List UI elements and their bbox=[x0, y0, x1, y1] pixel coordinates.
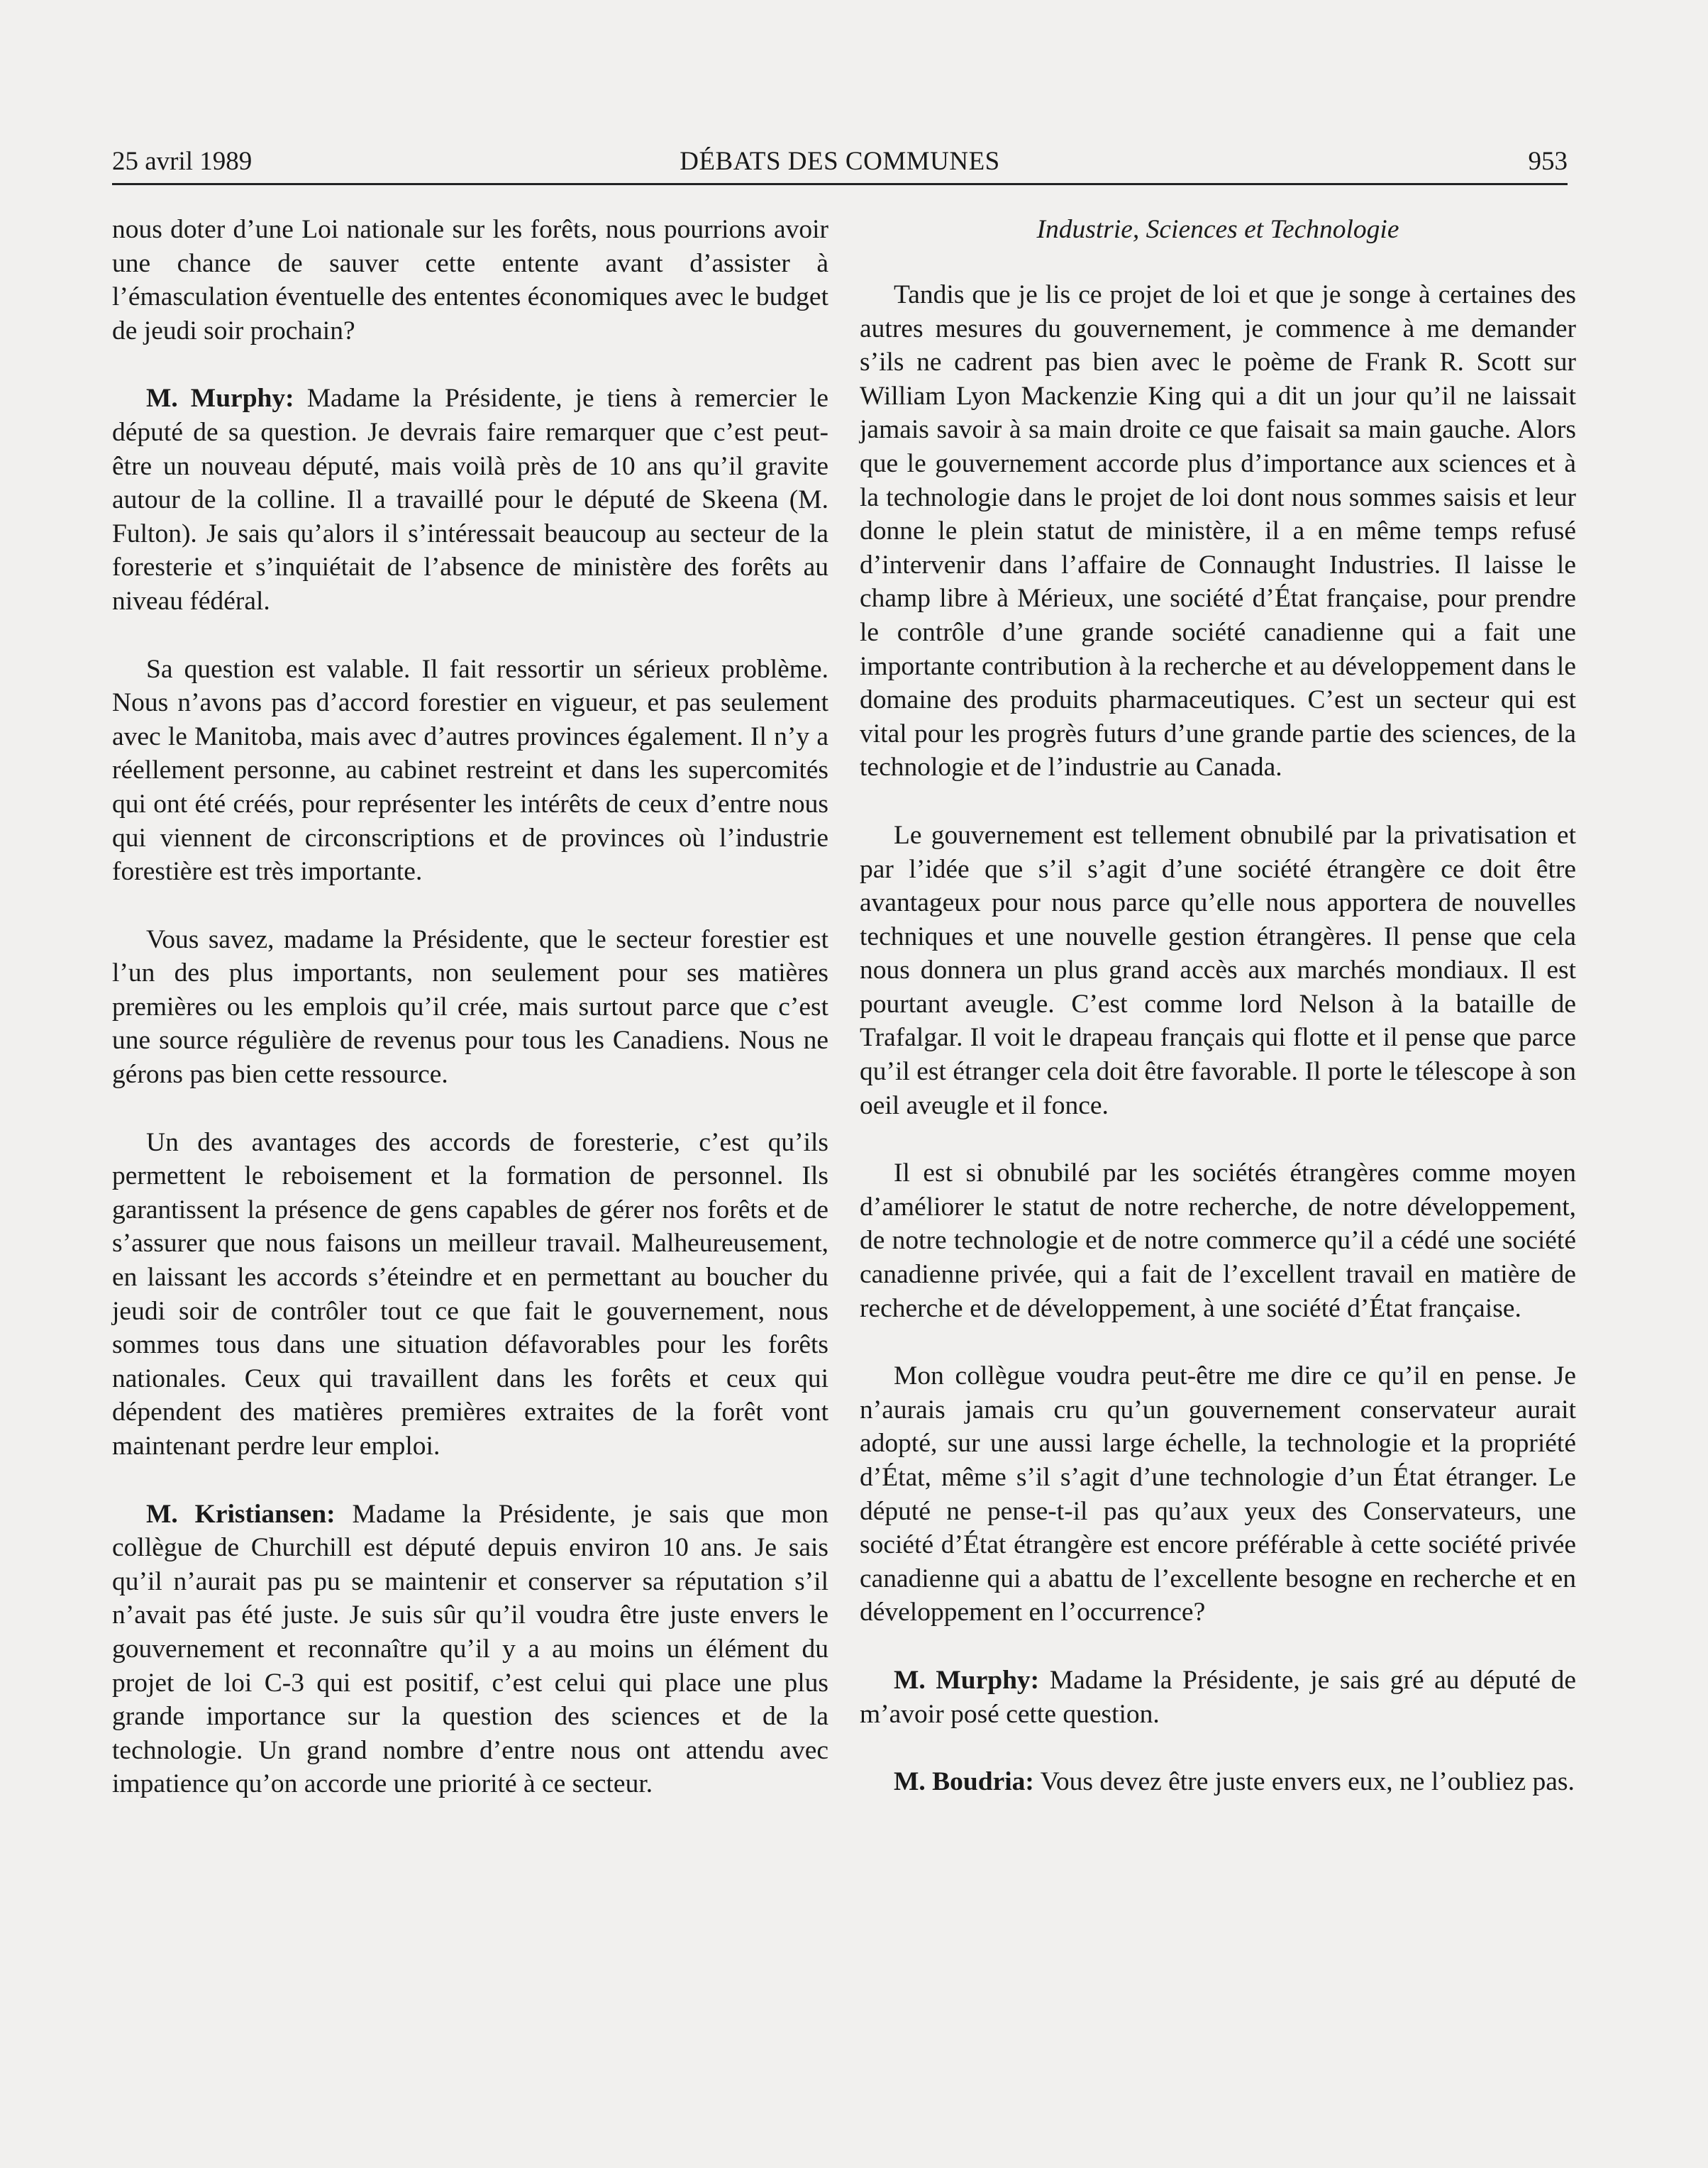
paragraph bbox=[112, 213, 828, 348]
paragraph-text: Vous devez être juste envers eux, ne l’oubliez pas. bbox=[1040, 1767, 1575, 1797]
paragraph bbox=[860, 819, 1576, 1122]
paragraph-text: Il est si obnubilé par les sociétés étrangères comme moyen d’améliorer le statut de notre recherche, de notre développement, de notre technologie et de notre commerce qu’il a cédé une société canadienne privée, qui a fait de l’excellent travail en matière de recherche et de développement, à une société d’État française. bbox=[860, 1158, 1576, 1323]
paragraph bbox=[860, 278, 1576, 785]
page-header bbox=[112, 142, 1568, 185]
paragraph bbox=[112, 382, 828, 618]
paragraph bbox=[112, 923, 828, 1092]
header-date: 25 avril 1989 bbox=[112, 147, 253, 176]
paragraph bbox=[112, 1498, 828, 1801]
paragraph bbox=[860, 1664, 1576, 1731]
paragraph-text: Le gouvernement est tellement obnubilé par la privatisation et par l’idée que s’il s’agit d’une société étrangère ce doit être avantageux pour nous parce qu’elle nous apportera de nouvelles techniques et une nouvelle gestion étrangères. Il pense que cela nous donnera un plus grand accès aux marchés mondiaux. Il est pourtant aveugle. C’est comme lord Nelson à la bataille de Trafalgar. Il voit le drapeau français qui flotte et il pense que parce qu’il est étranger cela doit être favorable. Il porte le télescope à son oeil aveugle et il fonce. bbox=[860, 820, 1576, 1120]
paragraph-text: Madame la Présidente, je tiens à remercier le député de sa question. Je devrais faire remarquer que c’est peut-être un nouveau député, mais voilà près de 10 ans qu’il gravite autour de la colline. Il a travaillé pour le député de Skeena (M. Fulton). Je sais qu’alors il s’intéressait beaucoup au secteur de la foresterie et s’inquiétait de l’absence de ministère des forêts au niveau fédéral. bbox=[112, 384, 828, 616]
paragraph-text: Madame la Présidente, je sais que mon collègue de Churchill est député depuis environ 10 ans. Je sais qu’il n’aurait pas pu se maintenir et conserver sa réputation s’il n’avait pas été juste. Je suis sûr qu’il voudra être juste envers le gouvernement et reconnaître qu’il y a au moins un élément du projet de loi C-3 qui est positif, c’est celui qui place une plus grande importance sur la question des sciences et de la technologie. Un grand nombre d’entre nous ont attendu avec impatience qu’on accorde une priorité à ce secteur. bbox=[112, 1499, 828, 1799]
speaker-name: M. Boudria: bbox=[894, 1767, 1034, 1797]
paragraph-text: Mon collègue voudra peut-être me dire ce qu’il en pense. Je n’aurais jamais cru qu’un gouvernement conservateur aurait adopté, sur une aussi large échelle, la technologie et la propriété d’État, même s’il s’agit d’une technologie d’un État étranger. Le député ne pense-t-il pas qu’aux yeux des Conservateurs, une société d’État étrangère est encore préférable à cette société privée canadienne qui a abattu de l’excellente besogne en recherche et en développement en l’occurrence? bbox=[860, 1361, 1576, 1627]
paragraph-text: Vous savez, madame la Présidente, que le secteur forestier est l’un des plus importants, non seulement pour ses matières premières ou les emplois qu’il crée, mais surtout parce que c’est une source régulière de revenus pour tous les Canadiens. Nous ne gérons pas bien cette ressource. bbox=[112, 924, 828, 1090]
paragraph-text: Madame la Présidente, je sais gré au député de m’avoir posé cette question. bbox=[860, 1665, 1577, 1729]
paragraph-text: Tandis que je lis ce projet de loi et que je songe à certaines des autres mesures du gouvernement, je commence à me demander s’ils ne cadrent pas bien avec le poème de Frank R. Scott sur William Lyon Mackenzie King qui a dit un jour qu’il ne laissait jamais savoir à sa main droite ce que faisait sa main gauche. Alors que le gouvernement accorde plus d’importance aux sciences et à la technologie dans le projet de loi dont nous sommes saisis et leur donne le plein statut de ministère, il a en même temps refusé d’intervenir dans l’affaire de Connaught Industries. Il laisse le champ libre à Mérieux, une société d’État française, pour prendre le contrôle d’une grande société canadienne qui a fait une importante contribution à la recherche et au développement dans le domaine des produits pharmaceutiques. C’est un secteur qui est vital pour les progrès futurs d’une grande partie des sciences, de la technologie et de l’industrie au Canada. bbox=[860, 280, 1576, 782]
left-column bbox=[112, 213, 828, 1835]
speaker-name: M. Kristiansen: bbox=[146, 1499, 336, 1529]
section-title: Industrie, Sciences et Technologie bbox=[1036, 215, 1399, 244]
paragraph bbox=[860, 1359, 1576, 1630]
header-title: DÉBATS DES COMMUNES bbox=[680, 147, 1000, 176]
paragraph bbox=[112, 1126, 828, 1464]
paragraph bbox=[112, 653, 828, 889]
page-number: 953 bbox=[1528, 147, 1568, 176]
paragraph-text: nous doter d’une Loi nationale sur les forêts, nous pourrions avoir une chance de sauver cette entente avant d’assister à l’émasculation éventuelle des ententes économiques avec le budget de jeudi soir prochain? bbox=[112, 215, 828, 345]
speaker-name: M. Murphy: bbox=[894, 1665, 1040, 1695]
paragraph bbox=[860, 1156, 1576, 1325]
speaker-name: M. Murphy: bbox=[146, 384, 294, 414]
paragraph-text: Un des avantages des accords de foresterie, c’est qu’ils permettent le reboisement et la formation de personnel. Ils garantissent la présence de gens capables de gérer nos forêts et de s’assurer que nous faisons un meilleur travail. Malheureusement, en laissant les accords s’éteindre et en permettant au boucher du jeudi soir de contrôler tout ce que fait le gouvernement, nous sommes tous dans une situation défavorables pour les forêts nationales. Ceux qui travaillent dans les forêts et ceux qui dépendent des matières premières extraites de la forêt vont maintenant perdre leur emploi. bbox=[112, 1127, 828, 1461]
right-column bbox=[860, 213, 1576, 1833]
paragraph bbox=[860, 1765, 1576, 1799]
paragraph-text: Sa question est valable. Il fait ressortir un sérieux problème. Nous n’avons pas d’accord forestier en vigueur, et pas seulement avec le Manitoba, mais avec d’autres provinces également. Il n’y a réellement personne, au cabinet restreint et dans les supercomités qui ont été créés, pour représenter les intérêts de ceux d’entre nous qui viennent de circonscriptions et de provinces où l’industrie forestière est très importante. bbox=[112, 654, 828, 887]
